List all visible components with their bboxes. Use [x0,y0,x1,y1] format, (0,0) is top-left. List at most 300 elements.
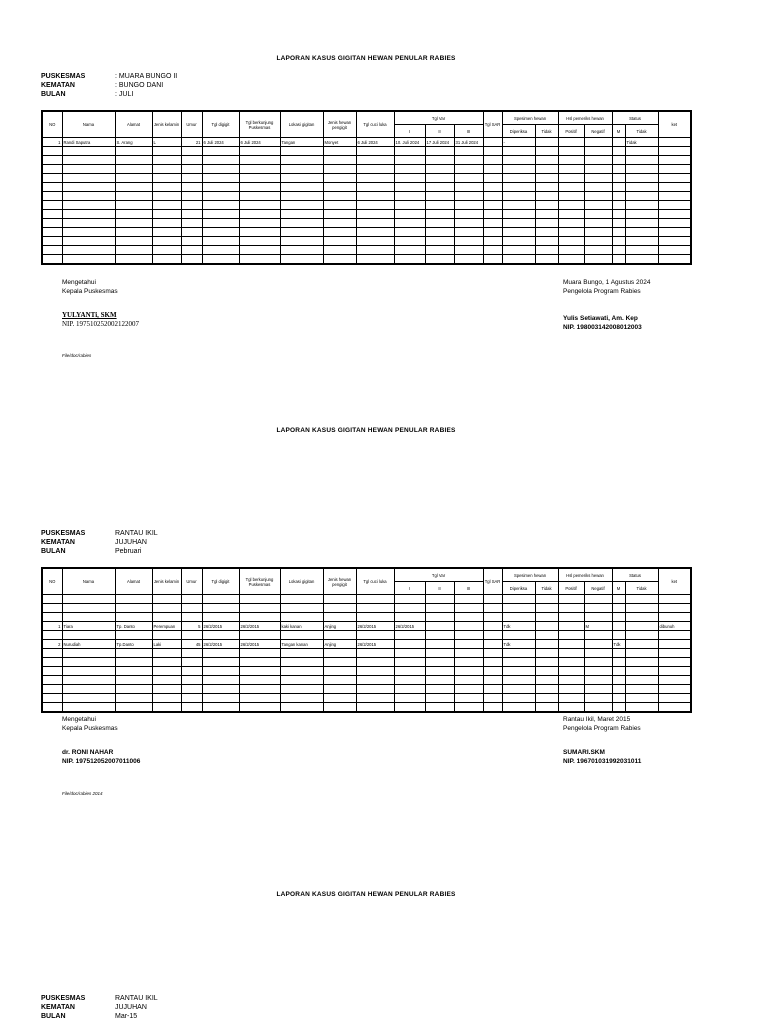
table-cell [356,156,394,165]
table-cell [239,255,280,265]
table-cell: 2 [42,640,62,649]
table-cell [502,219,535,228]
table-cell [323,183,356,192]
kematan-value: JUJUHAN [115,539,147,546]
table-cell [535,246,558,255]
table-cell [62,604,115,613]
header-status: Status [612,111,658,125]
table-cell [323,219,356,228]
bulan-label: BULAN [41,548,66,555]
table-cell [584,676,612,685]
table-cell [558,694,584,703]
table-cell [483,667,502,676]
header-var-ii: II [425,582,454,595]
table-cell [625,183,658,192]
table-cell [454,649,483,658]
table-cell [584,640,612,649]
table-cell [152,183,181,192]
table-cell [502,667,535,676]
table-cell [181,165,202,174]
table-cell [115,147,152,156]
header-m: M [612,125,625,138]
table-cell [394,667,425,676]
table-cell: 17 Juli 2024 [425,138,454,147]
table-cell [483,640,502,649]
table-cell [202,201,239,210]
table-cell [483,703,502,713]
table-cell [62,649,115,658]
table-cell [425,192,454,201]
table-cell [181,703,202,713]
table-cell: Tp. Danto [115,622,152,631]
table-cell [612,183,625,192]
table-cell [115,649,152,658]
table-cell [502,237,535,246]
table-row-empty [42,228,691,237]
puskesmas-value: RANTAU IKIL [115,995,158,1002]
table-cell [152,631,181,640]
table-cell [535,676,558,685]
table-cell [584,613,612,622]
table-cell [502,183,535,192]
table-cell [239,192,280,201]
report-title-2: LAPORAN KASUS GIGITAN HEWAN PENULAR RABIES [276,427,456,434]
table-cell [584,595,612,604]
table-cell: dibunuh [658,622,691,631]
table-cell [62,183,115,192]
table-cell [152,703,181,713]
bulan-value: Mar-15 [115,1013,138,1020]
signatory-nip: NIP. 196701031992031011 [563,758,642,765]
header-negatif: Negatif [584,125,612,138]
table-cell [323,147,356,156]
table-cell [115,685,152,694]
rabies-table-2 [41,567,692,713]
header-hasil: Hsl pemeriks hewan [558,568,612,582]
table-cell [42,604,62,613]
table-cell [658,640,691,649]
table-row-empty [42,694,691,703]
table-cell [394,631,425,640]
table-cell [612,255,625,265]
table-cell [658,147,691,156]
table-header-row [42,568,691,582]
table-cell [239,685,280,694]
table-cell [356,613,394,622]
table-cell [425,183,454,192]
header-var-ii: II [425,125,454,138]
table-cell [625,165,658,174]
table-cell [584,147,612,156]
table-cell [612,595,625,604]
table-cell [42,595,62,604]
table-cell [152,685,181,694]
table-cell [502,595,535,604]
table-cell [425,667,454,676]
table-cell [584,255,612,265]
table-cell [115,595,152,604]
table-cell [42,613,62,622]
table-cell [202,210,239,219]
table-cell [625,156,658,165]
table-cell [280,246,323,255]
header-nama: Nama [62,568,115,595]
sign-line1: Mengetahui [62,716,96,723]
table-cell: Perempuan [152,622,181,631]
table-cell [425,640,454,649]
table-cell [558,192,584,201]
table-cell [115,703,152,713]
table-cell [323,192,356,201]
table-cell [625,667,658,676]
table-cell [502,658,535,667]
table-cell [658,219,691,228]
table-cell [62,246,115,255]
table-row-empty [42,676,691,685]
table-cell [280,595,323,604]
header-alamat: Alamat [115,111,152,138]
table-cell [558,676,584,685]
table-cell [115,658,152,667]
table-cell [502,165,535,174]
table-cell [625,219,658,228]
table-cell [558,210,584,219]
table-cell [202,658,239,667]
table-cell [425,694,454,703]
table-cell [658,174,691,183]
table-cell [323,631,356,640]
table-cell [42,658,62,667]
table-cell [280,649,323,658]
table-cell [612,147,625,156]
table-cell [454,676,483,685]
table-cell [558,147,584,156]
table-cell [558,246,584,255]
bulan-label: BULAN [41,91,66,98]
table-cell [425,246,454,255]
table-cell: kaki kanan [280,622,323,631]
sign-line1: Mengetahui [62,279,96,286]
table-cell [558,183,584,192]
table-cell: 31 Juli 2024 [454,138,483,147]
table-cell [483,613,502,622]
bulan-value: : JULI [115,91,134,98]
table-cell [425,631,454,640]
table-cell [323,228,356,237]
table-cell [202,649,239,658]
header-tgl-cuci-luka: Tgl cuci luka [356,111,394,138]
table-cell: Tdk [502,640,535,649]
table-cell [502,147,535,156]
table-cell [612,685,625,694]
table-cell [202,595,239,604]
header-nama: Nama [62,111,115,138]
table-cell [612,676,625,685]
table-cell [239,174,280,183]
header-var-i: I [394,582,425,595]
table-cell [280,228,323,237]
table-cell [356,228,394,237]
table-cell [202,165,239,174]
table-cell [62,147,115,156]
table-cell [202,676,239,685]
table-cell [658,183,691,192]
table-cell [625,201,658,210]
table-cell [502,703,535,713]
table-cell [280,658,323,667]
table-cell [323,156,356,165]
header-spesimen: Spesimen hewan [502,568,558,582]
table-cell [394,246,425,255]
table-cell [625,640,658,649]
header-negatif: Negatif [584,582,612,595]
table-cell [356,255,394,265]
puskesmas-label: PUSKESMAS [41,73,86,80]
table-cell [115,667,152,676]
table-row-empty [42,658,691,667]
table-row-empty [42,703,691,713]
header-tgl-berkunjung: Tgl berkunjung Puskesmas [239,111,280,138]
table-cell [394,174,425,183]
table-cell [454,694,483,703]
table-cell [152,201,181,210]
table-cell [42,147,62,156]
puskesmas-value: RANTAU IKIL [115,530,158,537]
table-cell [625,622,658,631]
table-cell [62,685,115,694]
table-cell [280,174,323,183]
table-cell [356,631,394,640]
table-cell [394,147,425,156]
table-cell [625,631,658,640]
table-cell: Tp.Danto [115,640,152,649]
table-cell: - [502,138,535,147]
table-cell [425,219,454,228]
table-cell [280,219,323,228]
table-cell [62,228,115,237]
table-cell [612,192,625,201]
table-cell [483,156,502,165]
table-cell [356,237,394,246]
table-cell [356,183,394,192]
header-status-tidak: Tidak [625,582,658,595]
table-cell [502,156,535,165]
table-cell [584,667,612,676]
signatory-nip: NIP. 197510252002122007 [62,320,140,328]
table-cell [625,676,658,685]
table-cell [152,649,181,658]
table-cell [425,228,454,237]
table-cell [584,174,612,183]
table-cell [612,156,625,165]
table-cell [535,210,558,219]
table-cell: 6 Juli 2024 [202,138,239,147]
table-cell [323,604,356,613]
table-cell [181,156,202,165]
header-alamat: Alamat [115,568,152,595]
table-cell [612,613,625,622]
table-cell: 1 [42,138,62,147]
table-cell [502,255,535,265]
table-cell [356,201,394,210]
table-cell [584,694,612,703]
table-cell [42,210,62,219]
table-cell [454,219,483,228]
table-row-empty [42,667,691,676]
table-cell [239,604,280,613]
table-cell: 21 [181,138,202,147]
table-cell [42,703,62,713]
signatory-nip: NIP. 197512052007011006 [62,758,141,765]
table-cell [425,676,454,685]
table-cell: 5 [181,622,202,631]
table-cell [483,631,502,640]
table-cell [356,649,394,658]
table-cell [323,658,356,667]
table-cell [202,147,239,156]
table-cell [612,165,625,174]
table-cell: 26/2/2015 [356,622,394,631]
table-cell [181,667,202,676]
table-cell [394,685,425,694]
table-cell [558,703,584,713]
table-cell [202,255,239,265]
table-cell [152,255,181,265]
table-cell [62,210,115,219]
table-row-empty [42,174,691,183]
header-ket: ket [658,568,691,595]
signatory-name: dr. RONI NAHAR [62,749,114,756]
table-cell [42,201,62,210]
table-cell [181,237,202,246]
table-cell [62,201,115,210]
table-row [42,640,691,649]
table-cell [280,255,323,265]
puskesmas-label: PUSKESMAS [41,530,86,537]
table-cell [584,604,612,613]
table-cell [62,658,115,667]
table-cell [42,165,62,174]
table-cell [202,237,239,246]
table-cell [394,694,425,703]
table-cell [483,246,502,255]
table-row-empty [42,685,691,694]
table-cell [454,255,483,265]
table-cell [454,703,483,713]
footnote-1: File/doc/rabies [62,353,92,358]
table-cell [454,658,483,667]
table-cell [239,228,280,237]
table-cell [502,694,535,703]
header-positif: Positif [558,582,584,595]
table-cell [115,201,152,210]
table-cell [42,228,62,237]
table-cell [558,201,584,210]
table-cell [625,228,658,237]
table-cell [152,595,181,604]
table-cell: 26/2/2015 [394,622,425,631]
table-cell [658,201,691,210]
header-tgl-berkunjung: Tgl berkunjung Puskesmas [239,568,280,595]
table-cell [280,604,323,613]
table-cell [625,694,658,703]
table-cell [658,210,691,219]
table-row [42,622,691,631]
table-cell [152,237,181,246]
table-cell [425,210,454,219]
table-cell [454,604,483,613]
table-cell [115,228,152,237]
table-cell [425,658,454,667]
table-row [42,613,691,622]
report-info-1 [41,72,177,99]
table-cell [239,210,280,219]
table-cell [625,246,658,255]
table-cell [115,255,152,265]
table-cell [62,595,115,604]
table-cell [115,631,152,640]
table-cell [115,246,152,255]
signatory-name: SUMARI.SKM [563,749,605,756]
table-cell [502,228,535,237]
table-cell [115,676,152,685]
table-cell: 26/2/2015 [202,622,239,631]
table-cell [323,246,356,255]
header-jenis-kelamin: Jenis kelamin [152,111,181,138]
table-cell [181,685,202,694]
signatory-name: Yulis Setiawati, Am. Kep [563,315,638,322]
table-cell [558,667,584,676]
table-cell [239,183,280,192]
table-cell [625,595,658,604]
sign-line2: Kepala Puskesmas [62,288,118,295]
table-cell [323,237,356,246]
table-cell [425,156,454,165]
table-cell [584,237,612,246]
table-cell: Tdk [502,622,535,631]
table-cell [202,246,239,255]
table-cell [280,676,323,685]
header-diperiksa: Diperiksa [502,125,535,138]
table-cell [239,237,280,246]
kematan-value: JUJUHAN [115,1004,147,1011]
table-cell [280,201,323,210]
table-cell [584,246,612,255]
table-cell [454,246,483,255]
table-cell [658,685,691,694]
table-cell [612,246,625,255]
table-row [42,604,691,613]
table-cell [181,201,202,210]
table-cell [280,192,323,201]
table-cell [425,649,454,658]
table-cell [356,676,394,685]
table-cell [280,165,323,174]
table-cell [62,219,115,228]
table-row-empty [42,255,691,265]
table-cell [612,174,625,183]
table-cell [625,192,658,201]
table-cell [558,685,584,694]
table-cell [558,165,584,174]
table-cell [42,174,62,183]
kematan-label: KEMATAN [41,539,75,546]
table-cell [483,676,502,685]
table-cell [454,667,483,676]
table-cell [239,147,280,156]
table-cell [62,192,115,201]
kematan-label: KEMATAN [41,1004,75,1011]
